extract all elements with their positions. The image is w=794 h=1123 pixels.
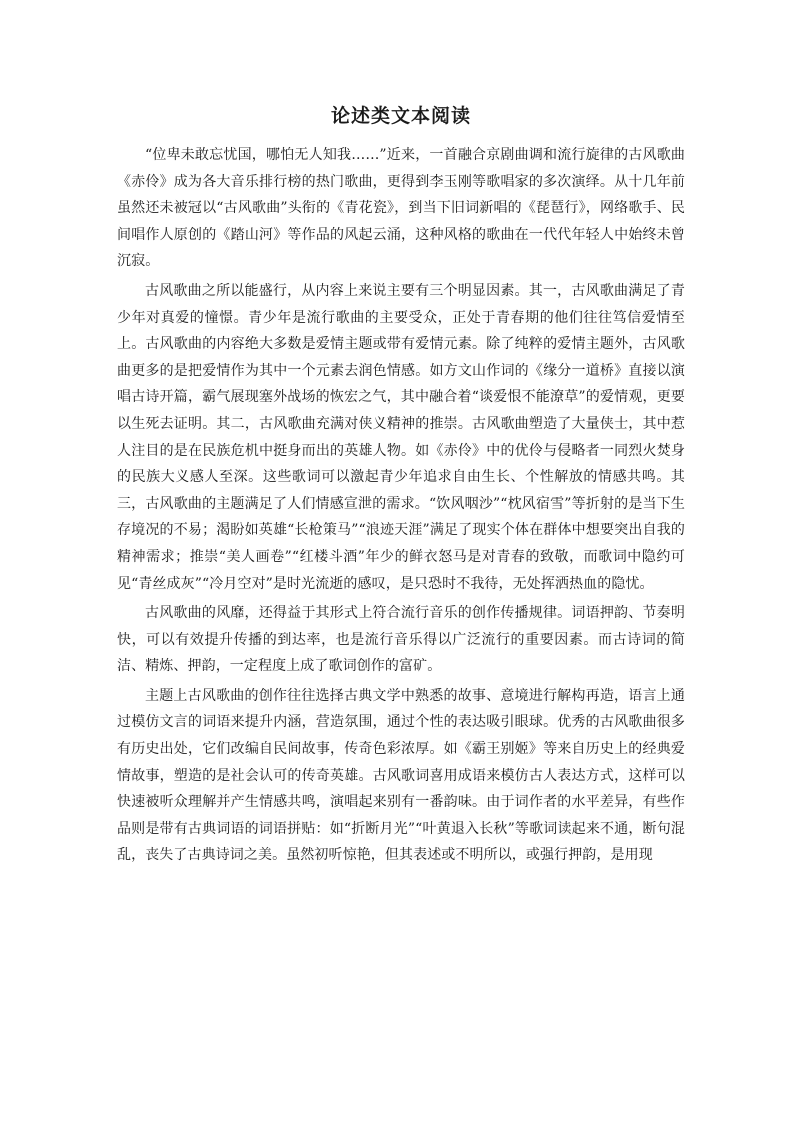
paragraph-intro: “位卑未敢忘忧国，哪怕无人知我……”近来，一首融合京剧曲调和流行旋律的古风歌曲《赤伶》成为各大音乐排行榜的热门歌曲，更得到李玉刚等歌唱家的多次演绎。从十几年前虽然还未被冠以“古风歌曲”头衔的《青花瓷》，到当下旧词新唱的《琵琶行》，网络歌手、民间唱作人原创的《踏山河》等作品的风起云涌，这种风格的歌曲在一代代年轻人中始终未曾沉寂。 [117, 147, 685, 270]
document-body [117, 142, 685, 872]
paragraph-content-reasons: 古风歌曲之所以能盛行，从内容上来说主要有三个明显因素。其一，古风歌曲满足了青少年对真爱的憧憬。青少年是流行歌曲的主要受众，正处于青春期的他们往往笃信爱情至上。古风歌曲的内容绝大多数是爱情主题或带有爱情元素。除了纯粹的爱情主题外，古风歌曲更多的是把爱情作为其中一个元素去润色情感。如方文山作词的《缘分一道桥》直接以演唱古诗开篇，霸气展现塞外战场的恢宏之气，其中融合着“谈爱恨不能潦草”的爱情观，更要以生死去证明。其二，古风歌曲充满对侠义精神的推崇。古风歌曲塑造了大量侠士，其中惹人注目的是在民族危机中挺身而出的英雄人物。如《赤伶》中的优伶与侵略者一同烈火焚身的民族大义感人至深。这些歌词可以激起青少年追求自由生长、个性解放的情感共鸣。其三，古风歌曲的主题满足了人们情感宣泄的需求。“饮风咽沙”“枕风宿雪”等折射的是当下生存境况的不易；渴盼如英雄“长枪策马”“浪迹天涯”满足了现实个体在群体中想要突出自我的精神需求；推崇“美人画卷”“红楼斗酒”年少的鲜衣怒马是对青春的致敬，而歌词中隐约可见“青丝成灰”“冷月空对”是时光流逝的感叹，是只恐时不我待，无处挥洒热血的隐忧。 [117, 282, 685, 592]
document-title: 论述类文本阅读 [330, 105, 471, 127]
paragraph-creation-methods: 主题上古风歌曲的创作往往选择古典文学中熟悉的故事、意境进行解构再造，语言上通过模仿文言的词语来提升内涵，营造氛围，通过个性的表达吸引眼球。优秀的古风歌曲很多有历史出处，它们改编自民间故事，传奇色彩浓厚。如《霸王别姬》等来自历史上的经典爱情故事，塑造的是社会认可的传奇英雄。古风歌词喜用成语来模仿古人表达方式，这样可以快速被听众理解并产生情感共鸣，演唱起来别有一番韵味。由于词作者的水平差异，有些作品则是带有古典词语的词语拼贴：如“折断月光”“叶黄退入长秋”等歌词读起来不通，断句混乱，丧失了古典诗词之美。虽然初听惊艳，但其表述或不明所以，或强行押韵，是用现 [117, 687, 685, 864]
paragraph-form-reasons: 古风歌曲的风靡，还得益于其形式上符合流行音乐的创作传播规律。词语押韵、节奏明快，可以有效提升传播的到达率，也是流行音乐得以广泛流行的重要因素。而古诗词的简洁、精炼、押韵，一定程度上成了歌词创作的富矿。 [117, 605, 685, 675]
